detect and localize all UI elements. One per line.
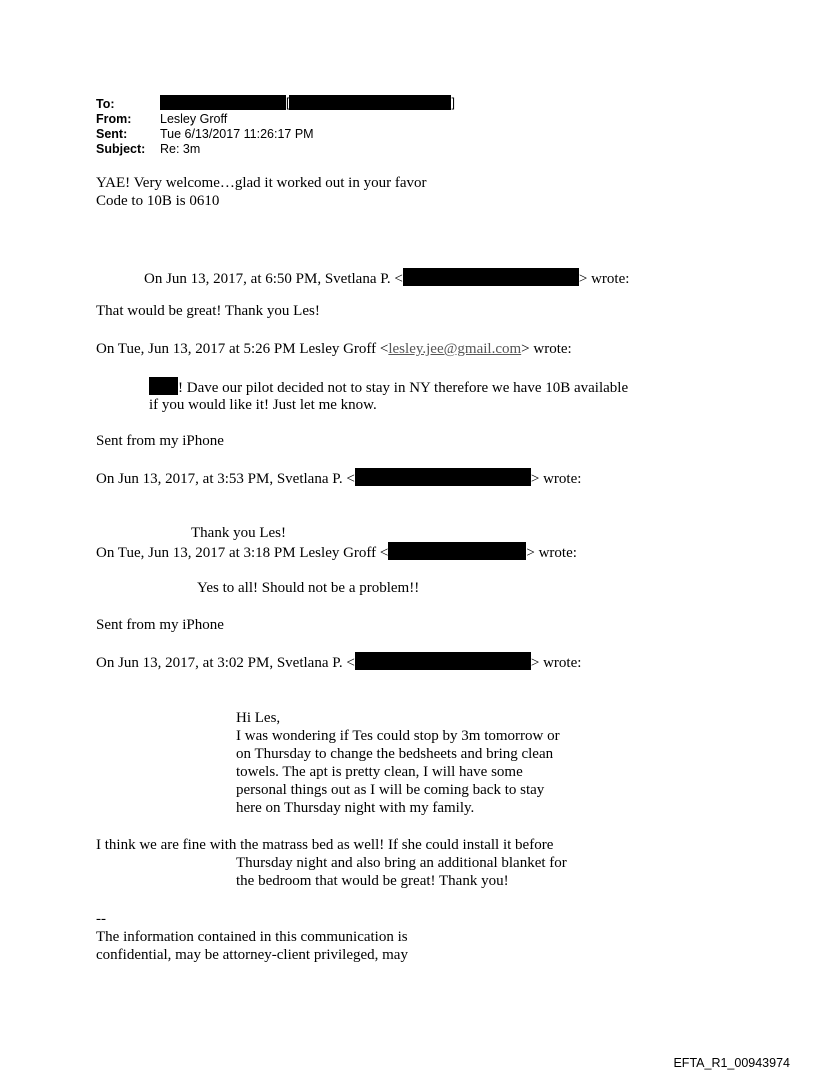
to-bracket-open: [ [286, 96, 290, 110]
to-value [160, 95, 455, 110]
quote-header-3-post: > wrote: [530, 471, 582, 487]
subject-value: Re: 3m [160, 142, 201, 156]
quote-header-5-post: > wrote: [530, 655, 582, 671]
quote-body-5b-line-2: Thursday night and also bring an additional blanket for [236, 855, 567, 871]
quote-header-1-pre: On Jun 13, 2017, at 6:50 PM, Svetlana P. < [144, 271, 403, 287]
quote-body-5-line: on Thursday to change the bedsheets and bring clean [236, 746, 554, 762]
quote-body-5-line: towels. The apt is pretty clean, I will have some [236, 764, 523, 780]
to-bracket-close: ] [451, 96, 455, 110]
sent-label: Sent: [96, 127, 128, 141]
sent-from-iphone-1: Sent from my iPhone [96, 433, 224, 449]
quote-header-1-post: > wrote: [578, 271, 630, 287]
quote-body-2-line-2: if you would like it! Just let me know. [149, 397, 377, 413]
redaction-box [289, 95, 451, 110]
quote-header-2 [96, 340, 572, 358]
quote-body-2-line-1 [149, 377, 628, 397]
from-label: From: [96, 112, 132, 126]
reply-line-1: YAE! Very welcome…glad it worked out in your favor [96, 175, 427, 191]
from-value: Lesley Groff [160, 112, 228, 126]
redaction-box [388, 542, 526, 560]
quote-body-3: Thank you Les! [191, 525, 286, 541]
disclaimer-line-2: confidential, may be attorney-client privileged, may [96, 947, 408, 963]
reply-line-2: Code to 10B is 0610 [96, 193, 220, 209]
quote-body-5b-line-3: the bedroom that would be great! Thank you! [236, 873, 509, 889]
sent-from-iphone-2: Sent from my iPhone [96, 617, 224, 633]
quote-body-4: Yes to all! Should not be a problem!! [197, 580, 420, 596]
signature-separator: -- [96, 911, 106, 927]
quote-header-5-pre: On Jun 13, 2017, at 3:02 PM, Svetlana P. < [96, 655, 355, 671]
quote-body-5-line: Hi Les, [236, 710, 281, 726]
quote-header-4-post: > wrote: [526, 545, 577, 561]
redaction-box [355, 652, 531, 670]
disclaimer-line-1: The information contained in this communication is [96, 929, 408, 945]
quote-body-5-line: personal things out as I will be coming back to stay [236, 782, 545, 798]
quote-body-2-text: ! Dave our pilot decided not to stay in NY therefore we have 10B available [178, 380, 629, 396]
sent-value: Tue 6/13/2017 11:26:17 PM [160, 127, 314, 141]
quote-header-3 [96, 468, 581, 488]
quote-body-5-line: I was wondering if Tes could stop by 3m tomorrow or [236, 728, 560, 744]
redaction-box [403, 268, 579, 286]
document-id: EFTA_R1_00943974 [673, 1056, 790, 1070]
quote-header-3-pre: On Jun 13, 2017, at 3:53 PM, Svetlana P. < [96, 471, 355, 487]
redaction-box [355, 468, 531, 486]
quote-header-4 [96, 542, 577, 562]
quote-header-4-pre: On Tue, Jun 13, 2017 at 3:18 PM Lesley Groff < [96, 545, 389, 561]
quote-header-2-post: > wrote: [521, 341, 572, 357]
quote-body-1: That would be great! Thank you Les! [96, 303, 320, 319]
quote-header-2-pre: On Tue, Jun 13, 2017 at 5:26 PM Lesley Groff < [96, 341, 389, 357]
quote-body-5-line: here on Thursday night with my family. [236, 800, 475, 816]
quote-header-5 [96, 652, 581, 672]
redaction-box [160, 95, 286, 110]
to-label: To: [96, 97, 115, 111]
email-link[interactable]: lesley.jee@gmail.com [388, 341, 522, 357]
subject-label: Subject: [96, 142, 146, 156]
redaction-box [149, 377, 178, 395]
quote-body-5b-line-1: I think we are fine with the matrass bed as well! If she could install it before [96, 837, 554, 853]
quote-header-1 [144, 268, 629, 288]
